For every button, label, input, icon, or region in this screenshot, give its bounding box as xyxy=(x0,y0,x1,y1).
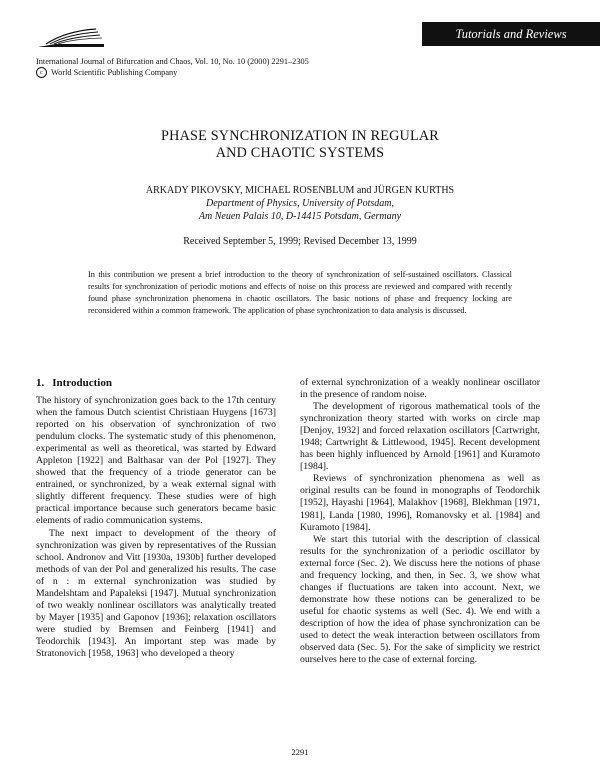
right-column xyxy=(300,377,540,666)
received-dates: Received September 5, 1999; Revised December 13, 1999 xyxy=(183,236,417,247)
copyright-icon: c xyxy=(36,67,47,78)
copyright-line xyxy=(36,67,309,78)
journal-header xyxy=(36,56,309,78)
title-line: AND CHAOTIC SYSTEMS xyxy=(215,145,385,161)
paragraph: Reviews of synchronization phenomena as well as original results can be found in monographs of Teodorchik [1952], Hayashi [1964], Malakhov [1968], Blekhman [1971, 1981], Landa [1980, 1996], Romanovsky et al. [1984] and Kuramoto [1984]. xyxy=(300,473,540,533)
section-banner: Tutorials and Reviews xyxy=(422,22,600,46)
journal-citation: International Journal of Bifurcation and Chaos, Vol. 10, No. 10 (2000) 2291–2305 xyxy=(36,57,309,66)
authors: ARKADY PIKOVSKY, MICHAEL ROSENBLUM and JÜRGEN KURTHS xyxy=(145,185,455,196)
publisher-logo-icon xyxy=(36,27,106,49)
paragraph: The development of rigorous mathematical tools of the synchronization theory started with works on circle map [Denjoy, 1932] and forced relaxation oscillators [Cartwright, 1948; Cartwright & Littlewood, 1945]. Recent development has been highly influenced by Arnold [1961] and Kuramoto [1984]. xyxy=(300,401,540,473)
abstract: In this contribution we present a brief introduction to the theory of synchronization of self-sustained oscillators. Classical results for synchronization of periodic motions and effects of noise on this process are reviewed and compared with recently found phase synchronization phenomena in chaotic oscillators. The basic notions of phase and frequency locking are reconsidered within a common framework. The application of phase synchronization to data analysis is discussed. xyxy=(88,270,512,316)
left-column xyxy=(36,395,276,660)
title-line: PHASE SYNCHRONIZATION IN REGULAR xyxy=(161,128,439,144)
affiliation-line: Am Neuen Palais 10, D-14415 Potsdam, Germany xyxy=(198,211,402,222)
publisher-name: World Scientific Publishing Company xyxy=(51,68,178,77)
affiliation xyxy=(0,197,600,223)
paragraph: of external synchronization of a weakly nonlinear oscillator in the presence of random noise. xyxy=(300,377,540,401)
affiliation-line: Department of Physics, University of Potsdam, xyxy=(205,198,395,209)
page-number: 2291 xyxy=(291,747,309,757)
paragraph: The next impact to development of the theory of synchronization was given by representatives of the Russian school. Andronov and Vitt [1930a, 1930b] further developed methods of van der Pol and generalized his results. The case of n : m external synchronization was studied by Mandelshtam and Papaleksi [1947]. Mutual synchronization of two weakly nonlinear oscillators was analytically treated by Mayer [1935] and Gaponov [1936]; relaxation oscillators were studied by Bremsen and Feinberg [1941] and Teodorchik [1943]. An important step was made by Stratonovich [1958, 1963] who developed a theory xyxy=(36,527,276,659)
paper-title xyxy=(0,128,600,162)
paragraph: We start this tutorial with the description of classical results for the synchronization of a periodic oscillator by external force (Sec. 2). We discuss here the notions of phase and frequency locking, and then, in Sec. 3, we show what changes if fluctuations are taken into account. Next, we demonstrate how these notions can be generalized to be useful for chaotic systems as well (Sec. 4). We end with a description of how the idea of phase synchronization can be used to detect the weak interaction between oscillators from observed data (Sec. 5). For the sake of simplicity we restrict ourselves here to the case of external forcing. xyxy=(300,533,540,666)
section-number: 1. xyxy=(36,377,45,389)
paragraph: The history of synchronization goes back to the 17th century when the famous Dutch scientist Christiaan Huygens [1673] reported on his observation of synchronization of two pendulum clocks. The systematic study of this phenomenon, experimental as well as theoretical, was started by Edward Appleton [1922] and Balthasar van der Pol [1927]. They showed that the frequency of a triode generator can be entrained, or synchronized, by a weak external signal with slightly different frequency. These studies were of high practical importance because such generators became basic elements of radio communication systems. xyxy=(36,395,276,527)
section-heading xyxy=(36,377,112,389)
section-title: Introduction xyxy=(52,377,112,389)
